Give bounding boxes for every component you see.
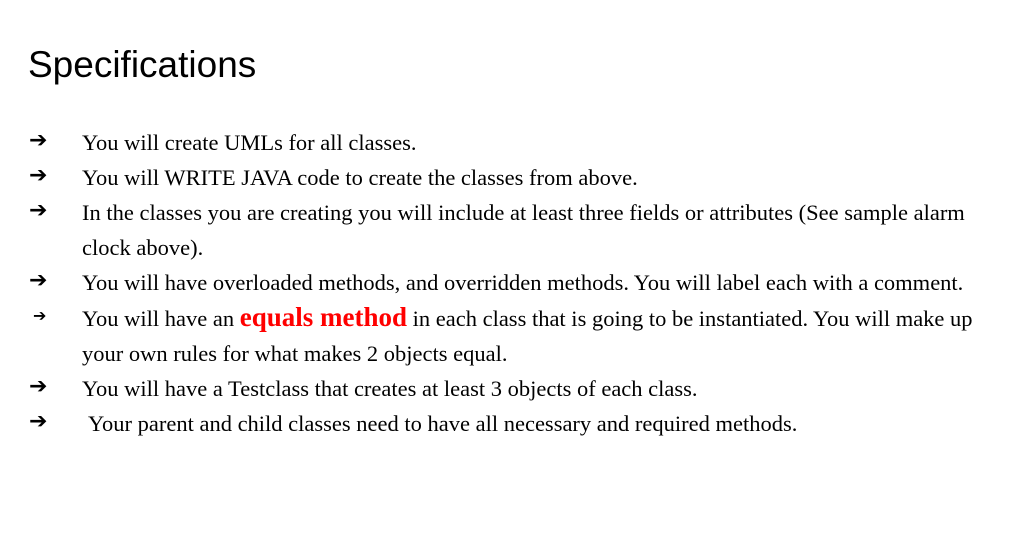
list-item (0, 160, 1024, 195)
specifications-list (0, 125, 1024, 441)
list-item (0, 265, 1024, 300)
list-item-text-after: in each class that is going to be instantiated. You will make up your own rules for what makes 2 objects equal. (82, 306, 973, 366)
arrow-icon: ➔ (29, 374, 48, 399)
arrow-icon: ➔ (29, 163, 48, 188)
list-item-text: You will create UMLs for all classes. (82, 130, 417, 155)
arrow-icon: ➔ (29, 409, 48, 434)
list-item-text (82, 300, 1012, 371)
list-item-text: You will have overloaded methods, and overridden methods. You will label each with a comment. (82, 270, 964, 295)
equals-method-highlight: equals method (239, 302, 407, 332)
list-item (0, 406, 1024, 441)
list-item (0, 371, 1024, 406)
list-item-text: Your parent and child classes need to have all necessary and required methods. (88, 411, 798, 436)
list-item-text: You will WRITE JAVA code to create the classes from above. (82, 165, 638, 190)
arrow-icon: ➔ (33, 306, 47, 325)
arrow-icon: ➔ (29, 268, 48, 293)
list-item-text-before: You will have an (82, 306, 240, 331)
list-item (0, 300, 1024, 371)
arrow-icon: ➔ (29, 198, 48, 223)
list-item-text: In the classes you are creating you will include at least three fields or attributes (See sample alarm clock above). (82, 200, 965, 260)
list-item (0, 125, 1024, 160)
list-item-text: You will have a Testclass that creates at least 3 objects of each class. (82, 376, 698, 401)
arrow-icon: ➔ (29, 128, 48, 153)
page-title: Specifications (28, 44, 257, 85)
list-item (0, 195, 1024, 265)
